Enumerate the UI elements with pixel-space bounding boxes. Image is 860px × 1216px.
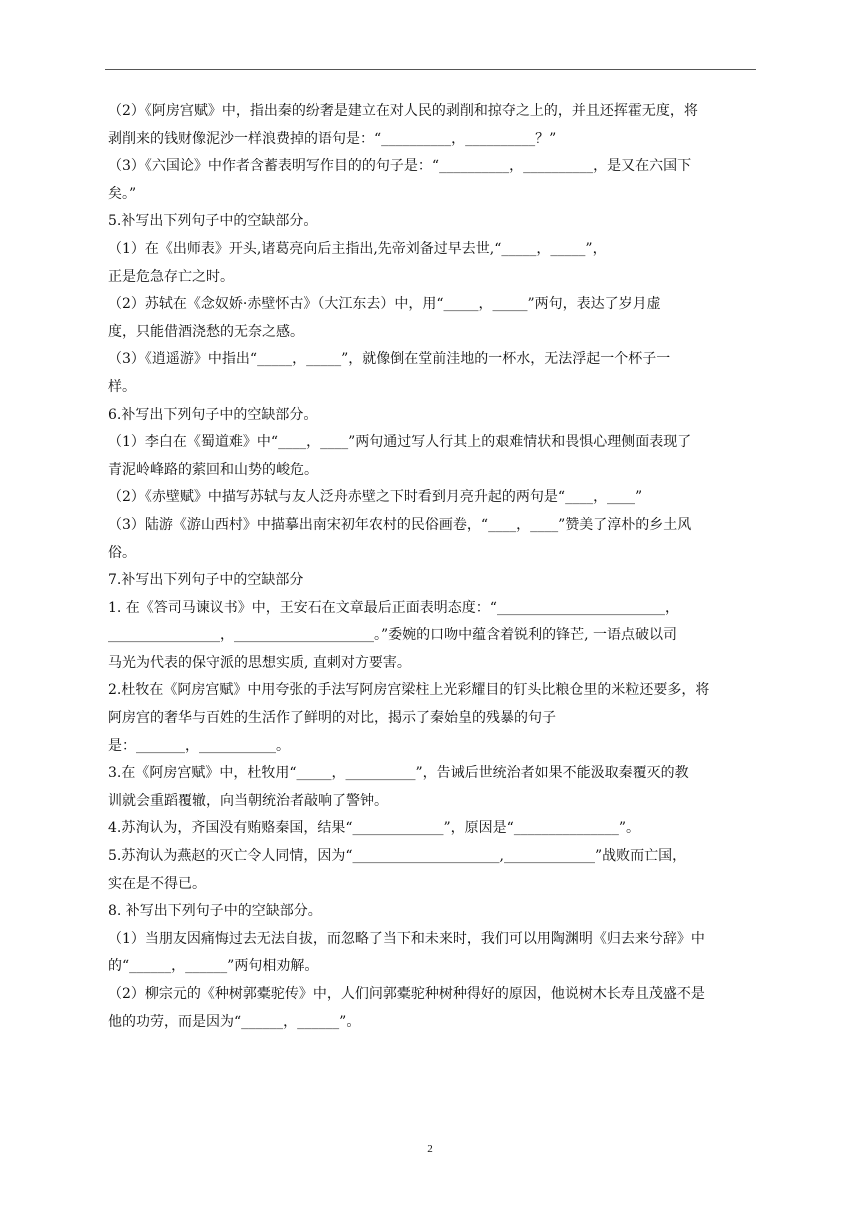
text-line: （3）陆游《游山西村》中描摹出南宋初年农村的民俗画卷，“____，____”赞美了淳朴的乡土风 xyxy=(108,516,692,533)
header-rule xyxy=(105,69,756,70)
section-heading: 7.补写出下列句子中的空缺部分 xyxy=(108,572,304,589)
text-line: 3.在《阿房宫赋》中，杜牧用“_____，__________”，告诫后世统治者如果不能汲取秦覆灭的教 xyxy=(108,765,689,782)
text-line: 俗。 xyxy=(108,544,136,561)
text-line: ________________，____________________。”委婉的口吻中蕴含着锐利的锋芒, 一语点破以司 xyxy=(108,627,678,644)
text-line: （1）当朋友因痛悔过去无法自拔，而忽略了当下和未来时，我们可以用陶渊明《归去来兮辞》中 xyxy=(108,930,705,947)
page-number: 2 xyxy=(427,1143,433,1155)
text-line: 的“______，______”两句相劝解。 xyxy=(108,958,319,975)
text-line: （2）《赤壁赋》中描写苏轼与友人泛舟赤壁之下时看到月亮升起的两句是“____，____” xyxy=(108,489,643,506)
text-line: （2）柳宗元的《种树郭橐驼传》中，人们问郭橐驼种树种得好的原因，他说树木长寿且茂盛不是 xyxy=(108,986,705,1002)
text-line: 2.杜牧在《阿房宫赋》中用夸张的手法写阿房宫梁柱上光彩耀目的钉头比粮仓里的米粒还要多，将 xyxy=(108,682,710,699)
document-body xyxy=(108,101,756,1039)
text-line: 训就会重蹈覆辙，向当朝统治者敲响了警钟。 xyxy=(108,792,388,809)
text-line: （2）《阿房宫赋》中，指出秦的纷奢是建立在对人民的剥削和掠夺之上的，并且还挥霍无度，将 xyxy=(108,103,698,119)
section-heading: 6.补写出下列句子中的空缺部分。 xyxy=(108,406,318,423)
text-line: 马光为代表的保守派的思想实质, 直刺对方要害。 xyxy=(108,654,411,671)
text-line: （3）《六国论》中作者含蓄表明写作目的的句子是：“__________，__________，是又在六国下 xyxy=(108,158,692,175)
text-line: 5.苏洵认为燕赵的灭亡令人同情，因为“_____________________,_____________”战败而亡国， xyxy=(108,848,687,865)
text-line: 他的功劳，而是因为“______，______”。 xyxy=(108,1013,361,1030)
section-heading: 8. 补写出下列句子中的空缺部分。 xyxy=(108,903,322,920)
text-line: 样。 xyxy=(108,378,136,395)
text-line: 矣。” xyxy=(108,185,137,202)
text-line: 正是危急存亡之时。 xyxy=(108,268,234,285)
text-line: （1）李白在《蜀道难》中“____，____”两句通过写人行其上的艰难情状和畏惧心理侧面表现了 xyxy=(108,434,692,451)
text-line: 剥削来的钱财像泥沙一样浪费掉的语句是：“__________，__________？” xyxy=(108,130,557,147)
text-line: 4.苏洵认为，齐国没有贿赂秦国，结果“_____________”，原因是“_______________”。 xyxy=(108,820,640,837)
text-line: 实在是不得已。 xyxy=(108,875,206,892)
text-line: （1）在《出师表》开头,诸葛亮向后主指出,先帝刘备过早去世,“_____，_____”， xyxy=(108,240,607,257)
text-line: 阿房宫的奢华与百姓的生活作了鲜明的对比，揭示了秦始皇的残暴的句子 xyxy=(108,710,556,727)
text-line: 度，只能借酒浇愁的无奈之感。 xyxy=(108,323,304,340)
text-line: （3）《逍遥游》中指出“_____，_____”，就像倒在堂前洼地的一杯水，无法浮起一个杯子一 xyxy=(108,351,671,368)
text-line: 是：_______，___________。 xyxy=(108,737,290,754)
text-line: 1. 在《答司马谏议书》中，王安石在文章最后正面表明态度：“________________________， xyxy=(108,599,679,616)
text-line: 青泥岭峰路的萦回和山势的峻危。 xyxy=(108,461,318,478)
section-heading: 5.补写出下列句子中的空缺部分。 xyxy=(108,213,318,230)
text-line: （2）苏轼在《念奴娇·赤壁怀古》（大江东去）中，用“_____，_____”两句，表达了岁月虚 xyxy=(108,296,661,313)
